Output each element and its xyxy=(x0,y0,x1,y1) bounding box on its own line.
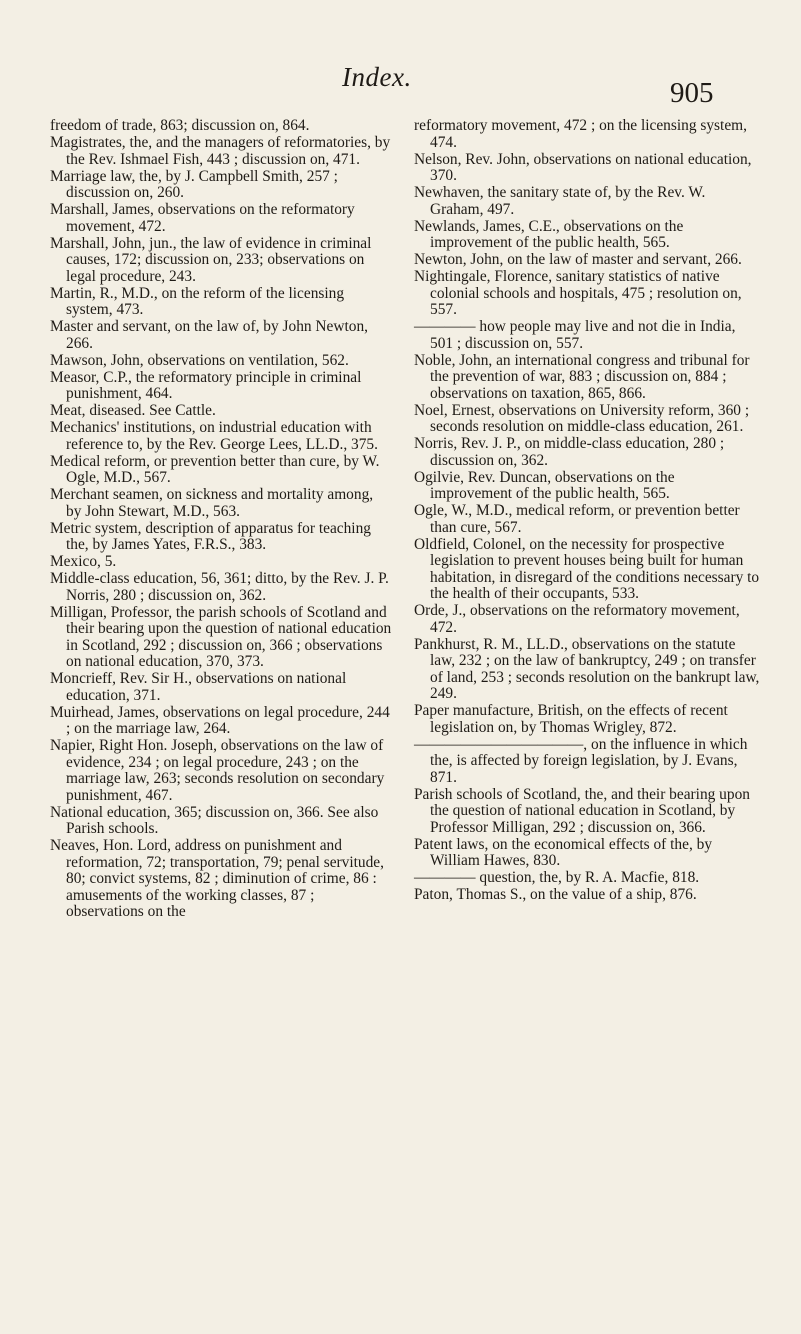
index-entry: Newhaven, the sanitary state of, by the Rev. W. Graham, 497. xyxy=(414,184,706,218)
index-entry: Mawson, John, observations on ventilation, 562. xyxy=(50,351,349,369)
index-entry: Orde, J., observations on the reformatory movement, 472. xyxy=(414,602,740,636)
index-entry: Oldfield, Colonel, on the necessity for prospective legislation to prevent houses being built for human habitation, in disregard of the conditions necessary to the health of their occupants, 533. xyxy=(414,535,760,602)
index-entry: National education, 365; discussion on, 366. See also Parish schools. xyxy=(50,803,379,837)
index-entry: ———— how people may live and not die in India, 501 ; discussion on, 557. xyxy=(414,318,736,352)
index-entry: ———————————, on the influence in which the, is affected by foreign legislation, by J. Evans, 871. xyxy=(414,735,748,786)
index-entry: Pankhurst, R. M., LL.D., observations on the statute law, 232 ; on the law of bankruptcy, 249 ; on transfer of land, 253 ; seconds resolution on the bankrupt law, 249. xyxy=(414,635,760,702)
index-entry: Parish schools of Scotland, the, and their bearing upon the question of national education in Scotland, by Professor Milligan, 292 ; discussion on, 366. xyxy=(414,785,750,836)
page-number: 905 xyxy=(670,77,714,109)
index-entry: Napier, Right Hon. Joseph, observations on the law of evidence, 234 ; on legal procedure, 243 ; on the marriage law, 263; seconds resolution on secondary punishment, 467. xyxy=(50,737,385,804)
index-entry: Merchant seamen, on sickness and mortality among, by John Stewart, M.D., 563. xyxy=(50,486,374,520)
index-entry: Milligan, Professor, the parish schools of Scotland and their bearing upon the question of national education in Scotland, 292 ; discussion on, 366 ; observations on national education, 370, 373. xyxy=(50,603,392,670)
index-column-right xyxy=(414,118,760,904)
index-entry: Neaves, Hon. Lord, address on punishment and reformation, 72; transportation, 79; penal servitude, 80; convict systems, 82 ; diminution of crime, 86 : amusements of the working classes, 87 ; observations on the xyxy=(50,837,384,920)
index-entry: Paton, Thomas S., on the value of a ship, 876. xyxy=(414,886,697,903)
index-entry: Measor, C.P., the reformatory principle in criminal punishment, 464. xyxy=(50,368,362,402)
index-entry: Ogilvie, Rev. Duncan, observations on the improvement of the public health, 565. xyxy=(414,468,675,502)
index-entry: Mexico, 5. xyxy=(50,553,117,570)
index-entry: freedom of trade, 863; discussion on, 864. xyxy=(50,117,310,134)
index-entry: Muirhead, James, observations on legal procedure, 244 ; on the marriage law, 264. xyxy=(50,703,390,737)
index-entry: Nightingale, Florence, sanitary statistics of native colonial schools and hospitals, 475 ; resolution on, 557. xyxy=(414,268,742,318)
index-entry: Noble, John, an international congress and tribunal for the prevention of war, 883 ; discussion on, 884 ; observations on taxation, 865, 866. xyxy=(414,351,750,402)
index-entry: Middle-class education, 56, 361; ditto, by the Rev. J. P. Norris, 280 ; discussion on, 362. xyxy=(50,570,389,604)
index-entry: Ogle, W., M.D., medical reform, or prevention better than cure, 567. xyxy=(414,502,740,536)
index-entry: Newlands, James, C.E., observations on the improvement of the public health, 565. xyxy=(414,217,684,251)
index-entry: Marriage law, the, by J. Campbell Smith, 257 ; discussion on, 260. xyxy=(50,167,338,201)
index-entry: reformatory movement, 472 ; on the licensing system, 474. xyxy=(414,117,747,151)
index-entry: Marshall, James, observations on the reformatory movement, 472. xyxy=(50,201,355,235)
index-entry: Paper manufacture, British, on the effects of recent legislation on, by Thomas Wrigley, 872. xyxy=(414,702,728,736)
index-entry: Mechanics' institutions, on industrial education with reference to, by the Rev. George Lees, LL.D., 375. xyxy=(50,419,378,453)
index-entry: Newton, John, on the law of master and servant, 266. xyxy=(414,251,742,268)
index-entry: Meat, diseased. See Cattle. xyxy=(50,402,216,419)
running-title: Index. xyxy=(342,62,412,92)
index-entry: Norris, Rev. J. P., on middle-class education, 280 ; discussion on, 362. xyxy=(414,435,725,469)
index-entry: Martin, R., M.D., on the reform of the licensing system, 473. xyxy=(50,284,345,318)
index-entry: Magistrates, the, and the managers of reformatories, by the Rev. Ishmael Fish, 443 ; discussion on, 471. xyxy=(50,134,391,168)
index-entry: Medical reform, or prevention better than cure, by W. Ogle, M.D., 567. xyxy=(50,452,380,486)
index-entry: ———— question, the, by R. A. Macfie, 818. xyxy=(414,869,700,886)
index-entry: Noel, Ernest, observations on University reform, 360 ; seconds resolution on middle-class education, 261. xyxy=(414,401,750,435)
index-entry: Nelson, Rev. John, observations on national education, 370. xyxy=(414,150,752,184)
index-entry: Master and servant, on the law of, by John Newton, 266. xyxy=(50,318,369,352)
index-entry: Metric system, description of apparatus for teaching the, by James Yates, F.R.S., 383. xyxy=(50,519,371,553)
index-entry: Patent laws, on the economical effects of the, by William Hawes, 830. xyxy=(414,835,713,869)
index-entry: Moncrieff, Rev. Sir H., observations on national education, 371. xyxy=(50,670,347,704)
index-column-left xyxy=(50,118,392,921)
index-entry: Marshall, John, jun., the law of evidence in criminal causes, 172; discussion on, 233; observations on legal procedure, 243. xyxy=(50,234,372,285)
